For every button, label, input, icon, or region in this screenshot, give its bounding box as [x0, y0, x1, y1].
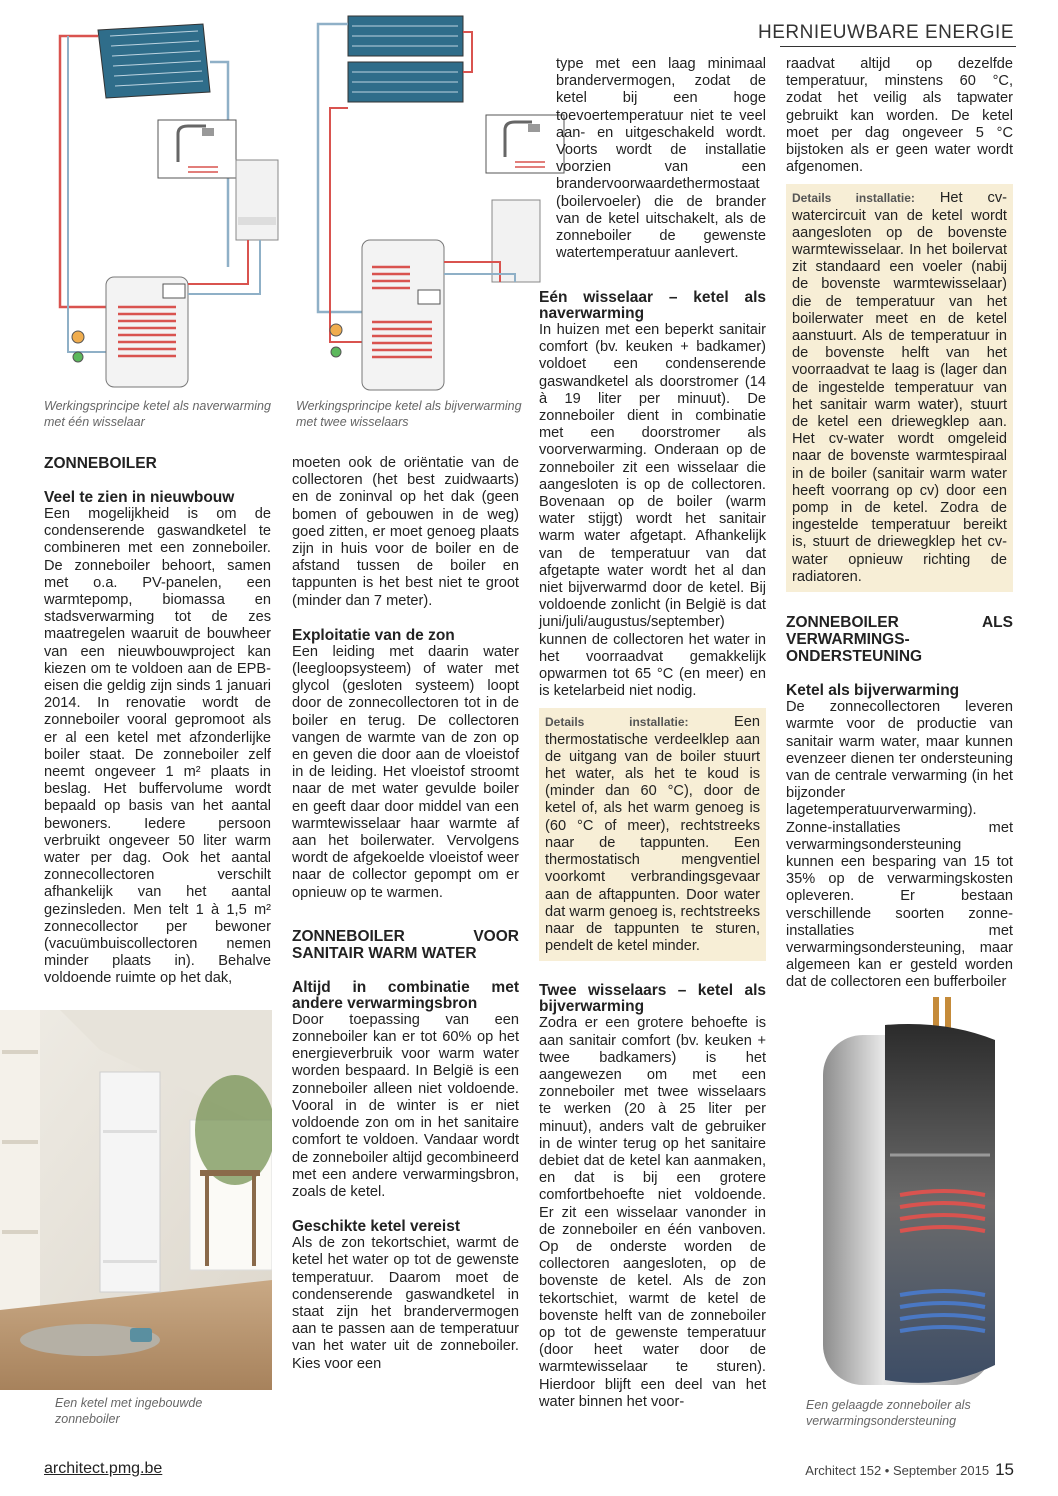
paragraph: De zonnecollectoren leveren warmte voor de productie van sanitair warm water, maar kunnen evenzeer dienen ter ondersteuning van de centrale verwarming (in het bijzonder lagetemperatuurverwarming). [786, 699, 1013, 819]
diagram2-caption: Werkingsprincipe ketel als bijverwarming met twee wisselaars [296, 399, 522, 429]
column-1 [44, 455, 271, 988]
details-label: Details installatie: [545, 715, 689, 730]
column-3 [539, 290, 766, 1411]
heading-bijverwarming: Ketel als bijverwarming [786, 682, 960, 700]
column-4 [786, 56, 1013, 992]
column-2 [292, 455, 519, 1373]
diagram1-caption: Werkingsprincipe ketel als naverwarming met één wisselaar [44, 399, 271, 429]
heading-nieuwbouw: Veel te zien in nieuwbouw [44, 489, 235, 506]
photo1-caption: Een ketel met ingebouwde zonneboiler [55, 1396, 203, 1426]
heading-verwarmingsondersteuning: ZONNEBOILER ALS VERWARMINGS-ONDERSTEUNING [786, 614, 1013, 666]
layered-boiler-photo [795, 995, 1015, 1395]
heading-zonneboiler: ZONNEBOILER [44, 455, 157, 472]
heading-een-wisselaar: Eén wisselaar – ketel als naverwarming [539, 289, 766, 322]
details-text: Het cv-watercircuit van de ketel wordt aangesloten op de bovenste warmtewisselaar. In het boilervat zit standaard een voeler (nabij de bovenste warmtewisselaar) die de temperatuur van het boilerwater meet en de ketel aanstuurt. Als de temperatuur in de bovenste helft van het voorraadvat te laag is (lager dan de ingestelde temperatuur van het sanitair warm water), stuurt de ketel een driewegklep aan. Het cv-water wordt omgeleid naar de bovenste warmtespiraal in de boiler (sanitair warm water heeft voorrang op cv) door een pomp in de ketel. Zodra de ingestelde temperatuur bereikt is, stuurt de driewegklep het cv-water opnieuw richting de radiatoren. [792, 190, 1007, 585]
heading-exploitatie: Exploitatie van de zon [292, 626, 455, 644]
solar-boiler-diagram-two-exchangers [300, 12, 570, 402]
issue-info: Architect 152 • September 2015 [805, 1463, 990, 1478]
paragraph: Zodra er een grotere behoefte is aan sanitair comfort (bv. keuken + twee badkamers) is het aangewezen om met een zonneboiler met twee wisselaars te werken (20 à 25 liter per minuut), anders valt de gebruiker in de winter terug op het sanitaire debiet dat de ketel kan aanmaken, en dat is bij een grotere comfortbehoefte niet voldoende. Er zit een wisselaar vanonder in de zonneboiler en één vanboven. Op de onderste worden de collectoren aangesloten, op de bovenste de ketel. Als de zon tekortschiet, warmt de ketel de bovenste helft van de zonneboiler op tot de gewenste temperatuur (door heet water door de warmtewisselaar te sturen). Hierdoor blijft een deel van het water binnen het voor- [539, 1015, 766, 1410]
paragraph: Een leiding met daarin water (leegloopsysteem) of water met glycol (gesloten systeem) loopt door de zonnecollectoren tot in de boiler en terug. De collectoren vangen de warmte van de zon op en geven die door aan de vloeistof in de leiding. Het vloeistof stroomt naar de met water gevulde boiler en geeft daar door middel van een warmtewisselaar haar warmte af aan het boilerwater. Vervolgens wordt de afgekoelde vloeistof weer naar de collector gepompt om er opnieuw op te warmen. [292, 643, 519, 901]
boiler-room-photo [0, 1010, 272, 1390]
paragraph: Een mogelijkheid is om de condenserende gaswandketel te combineren met een zonneboiler. De zonneboiler behoort, samen met o.a. PV-panelen, een warmtepomp, biomassa en stadsverwarming tot de zes maatregelen waaruit de bouwheer van een nieuwbouwproject kan kiezen om te voldoen aan de EPB-eisen die geldig zijn sinds 1 januari 2014. In renovatie wordt de zonneboiler vooral gepromoot als er al een ketel met afzonderlijke boiler staat. De zonneboiler zelf neemt ongeveer 1 m² plaats in beslag. Het buffervolume wordt bepaald op basis van het aantal bewoners. Iedere persoon verbruikt ongeveer 50 liter warm water per dag. Ook het aantal zonnecollectoren verschilt afhankelijk van het aantal gezinsleden. Men telt 1 à 1,5 m² zonnecollector per bewoner (vacuümbuiscollectoren nemen minder plaats in). Behalve voldoende ruimte op het dak, [44, 506, 271, 987]
paragraph: Als de zon tekortschiet, warmt de ketel het water op tot de gewenste temperatuur. Daarom moet de condenserende gaswandketel in staat zijn het brandervermogen aan te passen aan de temperatuur van het water uit de zonneboiler. Kies voor een [292, 1235, 519, 1372]
heading-sanitair: ZONNEBOILER VOOR SANITAIR WARM WATER [292, 927, 519, 962]
section-rule [780, 46, 1016, 47]
heading-geschikt: Geschikte ketel vereist [292, 1218, 461, 1236]
heading-twee-wisselaars: Twee wisselaars – ketel als bijverwarming [539, 982, 766, 1016]
details-label: Details installatie: [792, 191, 915, 206]
photo2-caption: Een gelaagde zonneboiler als verwarmingsondersteuning [806, 1398, 971, 1428]
heading-combinatie: Altijd in combinatie met andere verwarmingsbron [292, 978, 519, 1012]
page-number: 15 [995, 1460, 1014, 1479]
paragraph: Door toepassing van een zonneboiler kan er tot 60% op het energieverbruik voor warm water worden bespaard. In België is een zonneboiler alleen niet voldoende. Vooral in de winter is er niet voldoende zon om in het sanitaire comfort te voldoen. Vandaar wordt de zonneboiler altijd gecombineerd met een andere verwarmingsbron, zoals de ketel. [292, 1011, 519, 1200]
column-3-top [556, 56, 766, 262]
paragraph: raadvat altijd op dezelfde temperatuur, minstens 60 °C, zodat het veilig als tapwater gebruikt kan worden. De ketel moet per dag ongeveer 5 °C bijstoken als er geen water wordt afgenomen. [786, 56, 1013, 176]
paragraph: In huizen met een beperkt sanitair comfort (bv. keuken + badkamer) voldoet een condenserende gaswandketel als doorstromer (14 à 19 liter per minuut). De zonneboiler dient in combinatie met een doorstromer als voorverwarming. Onderaan op de zonneboiler zit een wisselaar die aangesloten is op de collectoren. Bovenaan op de boiler (warm water stijgt) wordt het sanitair warm water afgetapt. Afhankelijk van de temperatuur van dat afgetapte water wordt het al dan niet bijverwarmd door de ketel. Bij voldoende zonlicht (in België is dat juni/juli/augustus/september) kunnen de collectoren het water in het voorraadvat gemakkelijk opwarmen tot 65 °C (en meer) en is ketelarbeid niet nodig. [539, 322, 766, 700]
details-box [786, 184, 1013, 592]
details-box [539, 708, 766, 961]
solar-boiler-diagram-one-exchanger [38, 22, 288, 397]
paragraph: moeten ook de oriëntatie van de collectoren (het best zuidwaarts) en de zoninval op het dak (geen bomen of gebouwen in de weg) goed zitten, er moet genoeg plaats zijn in huis voor de boiler en de afstand tussen de boiler en tappunten is het best niet te groot (minder dan 7 meter). [292, 455, 519, 609]
website-link[interactable]: architect.pmg.be [44, 1460, 163, 1477]
paragraph: Zonne-installaties met verwarmingsondersteuning kunnen een besparing van 15 tot 35% op de verwarmingskosten opleveren. Er bestaan verschillende soorten zonne-installaties met verwarmingsondersteuning, maar algemeen kan er gesteld worden dat de collectoren een bufferboiler [786, 819, 1013, 991]
paragraph: type met een laag minimaal brandervermogen, zodat de ketel bij een hoge toevoertemperatuur niet te veel aan- en uitgeschakeld wordt. Voorts wordt de installatie voorzien van een brandervoorwaardethermostaat (boilervoeler) die de brander van de ketel uitschakelt, als de zonneboiler de gewenste watertemperatuur aanlevert. [556, 56, 766, 262]
section-title: HERNIEUWBARE ENERGIE [758, 22, 1014, 43]
page-footer [805, 1460, 1014, 1480]
details-text: Een thermostatische verdeelklep aan de uitgang van de boiler stuurt het water, als het te koud is (minder dan 60 °C), door de ketel of, als het warm genoeg is (60 °C of meer), rechtstreeks naar de tappunten. Een thermostatisch mengventiel voorkomt verbrandingsgevaar aan de aftappunten. Door water dat warm genoeg is, rechtstreeks naar de tappunten te sturen, pendelt de ketel minder. [545, 714, 760, 955]
